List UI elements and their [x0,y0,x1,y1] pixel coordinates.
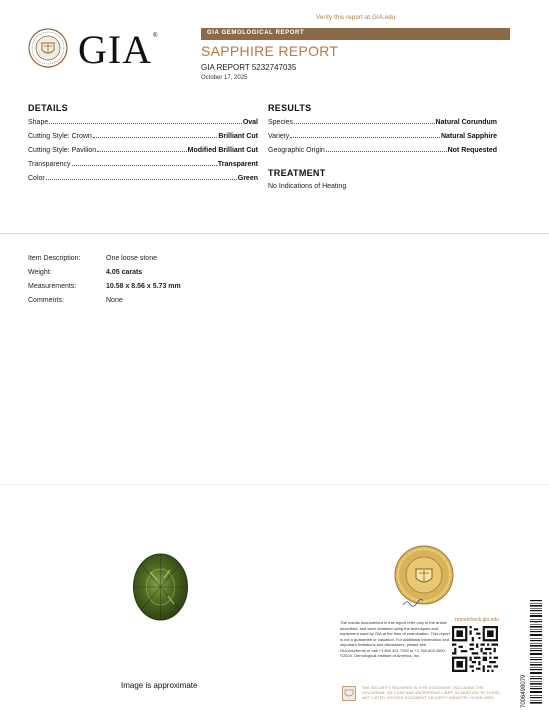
details-row-crown [28,132,258,142]
item-value: One loose stone [106,255,157,262]
results-heading: RESULTS [268,103,312,113]
signature-mark-icon [402,598,424,608]
item-value: 10.58 x 8.56 x 5.73 mm [106,283,181,290]
security-note [340,684,503,703]
treatment-text: No Indications of Heating [268,183,347,190]
qr-code-icon[interactable] [452,626,498,672]
gia-mini-seal-icon [342,686,356,701]
report-number: GIA REPORT 5232747035 [201,63,297,72]
security-note-text: THE SECURITY FEATURES IN THIS DOCUMENT, INCLUDING THE HOLOGRAM, QR CODE AND MICROPRINT LINES, IN ADDITION TO THOSE NOT LISTED, EXCEED DOCUMENT SECURITY INDUSTRY GUIDELINES. [362,686,500,700]
verify-link[interactable]: Verify this report at GIA.edu [316,15,396,21]
item-value: None [106,297,123,304]
results-row-species [268,118,497,128]
details-value: Oval [242,119,258,126]
results-row-origin [268,146,497,156]
results-label: Variety [268,133,290,140]
details-row-shape [28,118,258,128]
item-label: Item Description: [28,255,81,262]
item-value: 4.05 carats [106,269,143,276]
results-row-variety [268,132,497,142]
details-value: Brilliant Cut [218,133,258,140]
details-value: Green [237,175,258,182]
report-title: SAPPHIRE REPORT [201,43,339,59]
report-type-bar [201,28,510,40]
barcode-icon [530,600,542,705]
results-label: Species [268,119,293,126]
registered-mark: ® [153,33,158,39]
treatment-heading: TREATMENT [268,168,326,178]
item-label: Comments: [28,297,64,304]
results-value: Natural Sapphire [440,133,497,140]
details-row-color [28,174,258,184]
details-heading: DETAILS [28,103,68,113]
results-label: Geographic Origin [268,147,325,154]
details-row-transparency [28,160,258,170]
gia-seal-logo-icon [28,28,68,68]
section-divider [0,233,549,234]
reportcheck-link[interactable]: reportcheck.gia.edu [455,617,499,623]
details-label: Cutting Style: Pavilion [28,147,97,154]
details-label: Cutting Style: Crown [28,133,92,140]
results-value: Not Requested [447,147,497,154]
details-label: Transparency [28,161,71,168]
details-label: Shape [28,119,49,126]
section-divider [0,484,549,485]
details-value: Modified Brilliant Cut [187,147,258,154]
report-date: October 17, 2025 [201,75,248,81]
report-serial-vertical: 7006498079 [521,674,527,708]
details-row-pavilion [28,146,258,156]
disclaimer-text: The results documented in this report refer only to the article described, and were obtained using the techniques and equipment used by GIA at the time of examination. This report is not a guarantee or valuation. For additional information and important limitations and disclaimers, please see GIA.edu/terms or call +1 800 421 7250 or +1 760 603 4500. ©2024, Gemological Institute of America, Inc. [340,620,450,658]
details-label: Color [28,175,45,182]
details-value: Transparent [217,161,258,168]
image-caption: Image is approximate [121,681,198,690]
item-label: Weight: [28,269,52,276]
gia-wordmark: GIA [78,27,153,72]
gold-hologram-seal-icon [394,545,454,605]
gemstone-image [132,552,189,622]
results-value: Natural Corundum [435,119,497,126]
report-type-label: GIA GEMOLOGICAL REPORT [207,30,305,36]
item-label: Measurements: [28,283,77,290]
